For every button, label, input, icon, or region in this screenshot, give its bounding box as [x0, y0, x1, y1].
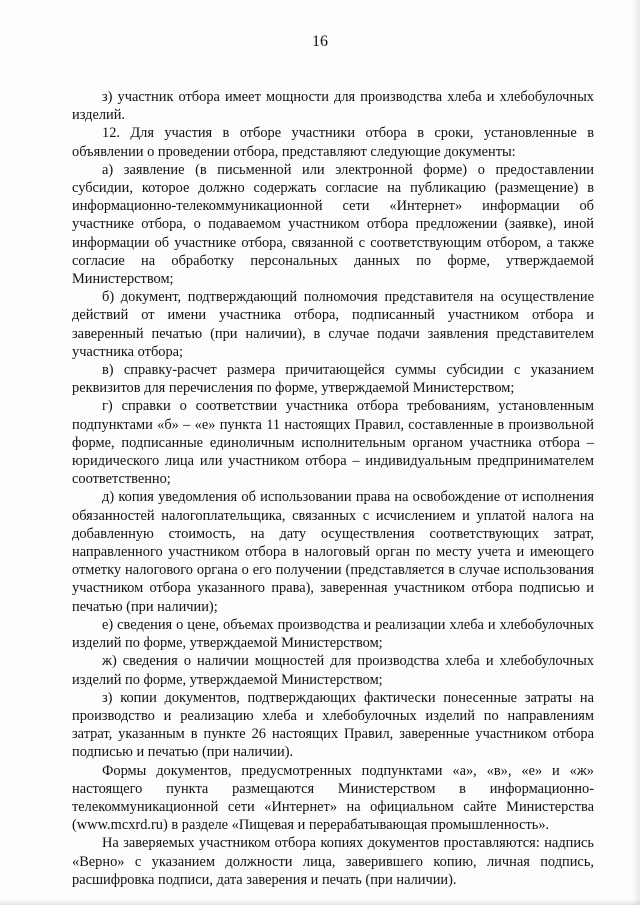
paragraph-certified-copies: На заверяемых участником отбора копиях документов проставляются: надпись «Верно» с указанием должности лица, заверившего копию, личная подпись, расшифровка подписи, дата заверения и печать (при наличии).	[72, 835, 594, 888]
paragraph-forms-published: Формы документов, предусмотренных подпунктами «а», «в», «е» и «ж» настоящего пункта размещаются Министерством в информационно-телекоммуникационной сети «Интернет» на официальном сайте Министерства (www.mcxrd.ru) в разделе «Пищевая и перерабатывающая промышленность».	[72, 762, 594, 834]
paragraph-12-intro: 12. Для участия в отборе участники отбора в сроки, установленные в объявлении о проведении отбора, представляют следующие документы:	[72, 125, 594, 160]
page-bottom-shadow	[0, 899, 640, 905]
page-edge-shadow	[632, 0, 640, 905]
paragraph-z-cost-documents: з) копии документов, подтверждающих фактически понесенные затраты на производство и реализацию хлеба и хлебобулочных изделий по направлениям затрат, указанным в пункте 26 настоящих Правил, заверенные участником отбора подписью и печатью (при наличии).	[72, 689, 594, 761]
paragraph-zh-capacity-info: ж) сведения о наличии мощностей для производства хлеба и хлебобулочных изделий по форме, утверждаемой Министерством;	[72, 653, 594, 688]
paragraph-a-application: а) заявление (в письменной или электронной форме) о предоставлении субсидии, которое должно содержать согласие на публикацию (размещение) в информационно-телекоммуникационной сети «Интернет» информации об участнике отбора, о подаваемом участником отбора предложении (заявке), иной информации об участнике отбора, связанной с соответствующим отбором, а также согласие на обработку персональных данных по форме, утверждаемой Министерством;	[72, 161, 594, 288]
document-body	[72, 88, 594, 889]
paragraph-e-price-volume: е) сведения о цене, объемах производства и реализации хлеба и хлебобулочных изделий по форме, утверждаемой Министерством;	[72, 616, 594, 652]
paragraph-g-compliance-certificates: г) справки о соответствии участника отбора требованиям, установленным подпунктами «б» – «е» пункта 11 настоящих Правил, составленные в произвольной форме, подписанные единоличным исполнительным органом участника отбора – юридического лица или участником отбора – индивидуальным предпринимателем соответственно;	[72, 398, 594, 488]
paragraph-b-authority-document: б) документ, подтверждающий полномочия представителя на осуществление действий от имени участника отбора, подписанный участником отбора и заверенный печатью (при наличии), в случае подачи заявления представителем участника отбора;	[72, 289, 594, 360]
page-number: 16	[312, 33, 328, 50]
paragraph-d-tax-notification: д) копия уведомления об использовании права на освобождение от исполнения обязанностей налогоплательщика, связанных с исчислением и уплатой налога на добавленную стоимость, на дату осуществления соответствующих затрат, направленного участником отбора в налоговый орган по месту учета и имеющего отметку налогового органа о его получении (представляется в случае использования участником отбора указанного права), заверенная участником отбора подписью и печатью (при наличии);	[72, 489, 594, 615]
paragraph-z-capacity: з) участник отбора имеет мощности для производства хлеба и хлебобулочных изделий.	[72, 89, 594, 124]
paragraph-v-calculation: в) справку-расчет размера причитающейся суммы субсидии с указанием реквизитов для перечисления по форме, утверждаемой Министерством;	[72, 362, 594, 397]
